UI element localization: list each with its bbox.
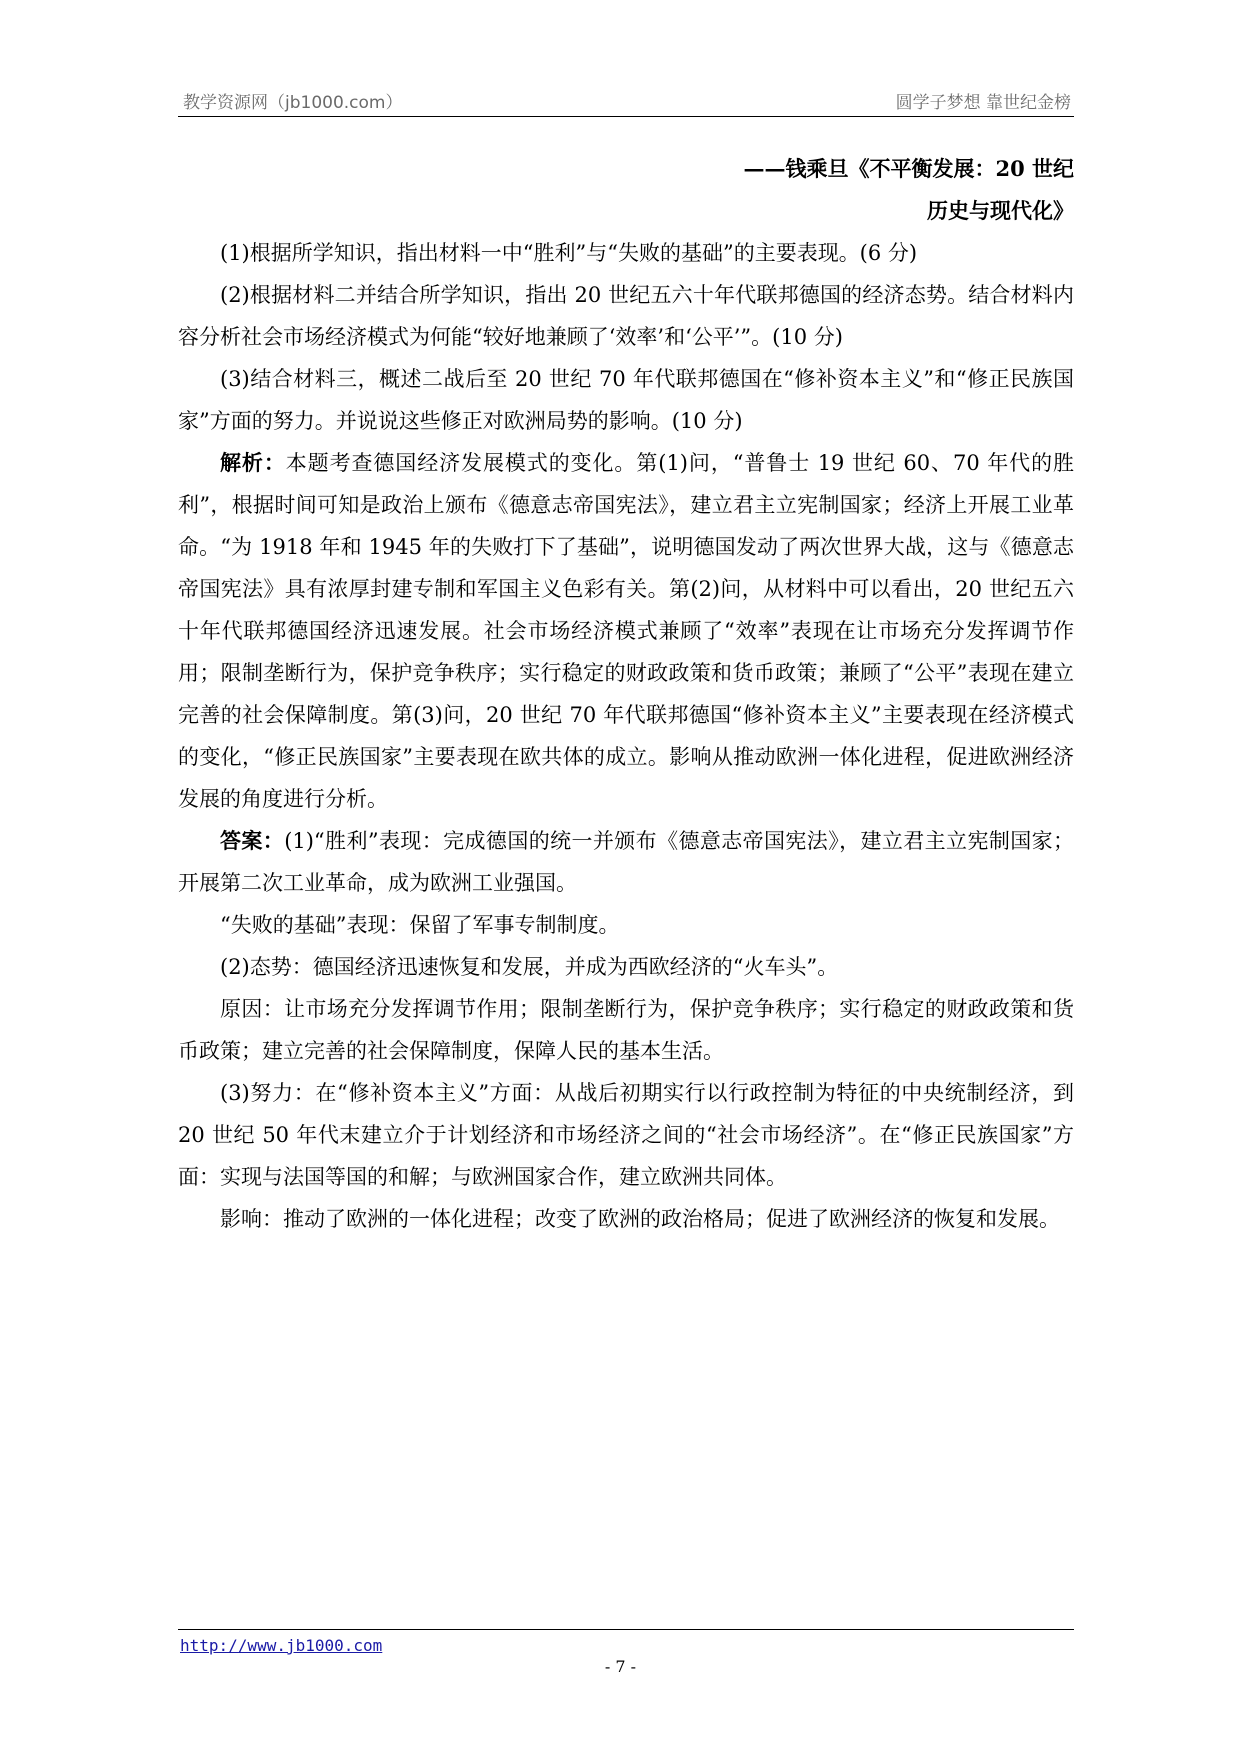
header-slogan: 圆学子梦想 靠世纪金榜 — [895, 93, 1071, 113]
question-3: (3)结合材料三，概述二战后至 20 世纪 70 年代联邦德国在“修补资本主义”和“修正民族国家”方面的努力。并说说这些修正对欧洲局势的影响。(10 分) — [178, 367, 1074, 433]
answer-2: (2)态势：德国经济迅速恢复和发展，并成为西欧经济的“火车头”。 — [220, 955, 839, 979]
question-2: (2)根据材料二并结合所学知识，指出 20 世纪五六十年代联邦德国的经济态势。结合材料内容分析社会市场经济模式为何能“较好地兼顾了‘效率’和‘公平’”。(10 分) — [178, 283, 1074, 349]
analysis-text: 本题考查德国经济发展模式的变化。第(1)问，“普鲁士 19 世纪 60、70 年代的胜利”，根据时间可知是政治上颁布《德意志帝国宪法》，建立君主立宪制国家；经济上开展工业革命。“为 1918 年和 1945 年的失败打下了基础”，说明德国发动了两次世界大战，这与《德意志帝国宪法》具有浓厚封建专制和军国主义色彩有关。第(2)问，从材料中可以看出，20 世纪五六十年代联邦德国经济迅速发展。社会市场经济模式兼顾了“效率”表现在让市场充分发挥调节作用；限制垄断行为，保护竞争秩序；实行稳定的财政政策和货币政策；兼顾了“公平”表现在建立完善的社会保障制度。第(3)问，20 世纪 70 年代联邦德国“修补资本主义”主要表现在经济模式的变化，“修正民族国家”主要表现在欧共体的成立。影响从推动欧洲一体化进程，促进欧洲经济发展的角度进行分析。 — [178, 451, 1075, 811]
footer-website-link[interactable]: http://www.jb1000.com — [180, 1636, 383, 1655]
answer-1b: “失败的基础”表现：保留了军事专制制度。 — [220, 913, 620, 937]
header-divider — [178, 116, 1074, 117]
question-1: (1)根据所学知识，指出材料一中“胜利”与“失败的基础”的主要表现。(6 分) — [220, 241, 918, 265]
answer-2b: 原因：让市场充分发挥调节作用；限制垄断行为，保护竞争秩序；实行稳定的财政政策和货币政策；建立完善的社会保障制度，保障人民的基本生活。 — [178, 997, 1074, 1063]
footer-divider — [178, 1629, 1074, 1630]
answer-1-paragraph — [178, 820, 1074, 904]
analysis-paragraph — [178, 442, 1074, 820]
answer-3b: 影响：推动了欧洲的一体化进程；改变了欧洲的政治格局；促进了欧洲经济的恢复和发展。 — [220, 1207, 1060, 1231]
header-site-name: 教学资源网（jb1000.com） — [183, 93, 403, 113]
answer-label: 答案： — [220, 828, 285, 853]
attribution-line-1: ——钱乘旦《不平衡发展：20 世纪 — [743, 156, 1074, 181]
document-body — [178, 148, 1074, 1240]
analysis-label: 解析： — [220, 450, 286, 475]
answer-1-text: (1)“胜利”表现：完成德国的统一并颁布《德意志帝国宪法》，建立君主立宪制国家；开展第二次工业革命，成为欧洲工业强国。 — [178, 829, 1075, 895]
page-number: - 7 - — [604, 1657, 637, 1676]
attribution-line-2: 历史与现代化》 — [927, 198, 1074, 223]
answer-3: (3)努力：在“修补资本主义”方面：从战后初期实行以行政控制为特征的中央统制经济，到 20 世纪 50 年代末建立介于计划经济和市场经济之间的“社会市场经济”。在“修正民族国家”方面：实现与法国等国的和解；与欧洲国家合作，建立欧洲共同体。 — [178, 1081, 1074, 1189]
